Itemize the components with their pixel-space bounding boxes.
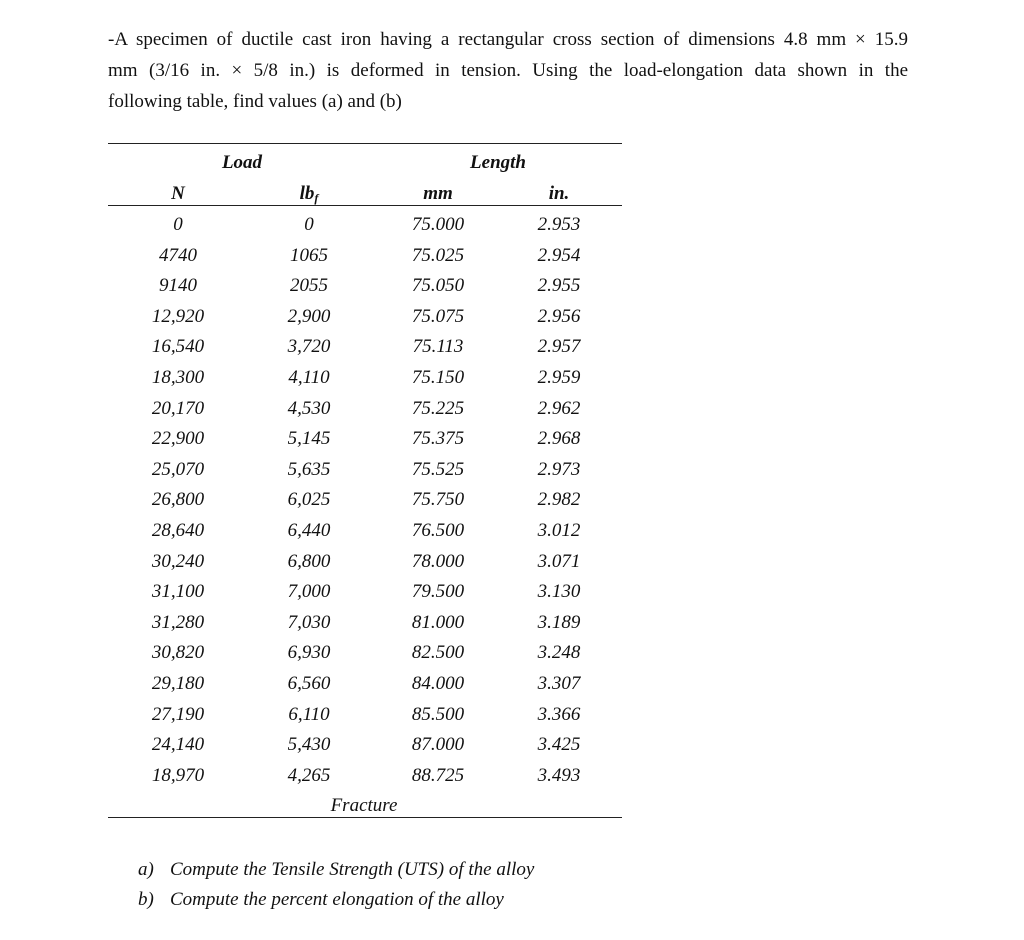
load-pounds-force-cell: 2,900 [287,305,331,327]
question-text: Compute the percent elongation of the alloy [170,889,504,910]
length-inches-cell: 2.959 [537,367,581,388]
table-top-rule [108,143,622,144]
load-pounds-force-cell: 0 [304,214,314,235]
length-mm-cell: 88.725 [411,764,465,786]
load-pounds-force-cell: 1065 [290,244,328,266]
problem-line-2: mm (3/16 in. × 5/8 in.) is deformed in tension. Using the load-elongation data shown in the [108,60,908,81]
length-inches-cell: 3.493 [537,764,581,786]
length-inches-cell: 3.248 [537,642,581,664]
length-inches-cell: 2.968 [537,428,581,450]
load-newtons-cell: 16,540 [151,336,205,358]
load-newtons-cell: 0 [173,214,183,235]
load-pounds-force-cell: 3,720 [287,336,331,358]
length-inches-cell: 2.962 [537,397,581,419]
length-inches-cell: 2.953 [537,214,581,235]
problem-line-3: following table, find values (a) and (b) [108,91,402,112]
load-newtons-cell: 20,170 [151,397,205,419]
load-pounds-force-cell: 6,560 [287,673,331,694]
load-pounds-force-cell: 5,145 [287,428,331,450]
length-mm-cell: 82.500 [411,642,465,664]
length-mm-cell: 85.500 [411,703,465,725]
load-newtons-cell: 12,920 [151,305,205,327]
problem-line-1: -A specimen of ductile cast iron having a rectangular cross section of dimensions 4.8 mm × 15.9 [108,29,908,50]
length-mm-cell: 78.000 [411,550,465,572]
fracture-label: Fracture [330,795,398,816]
length-mm-cell: 75.750 [411,489,465,511]
length-inches-cell: 3.307 [537,673,581,694]
load-pounds-force-cell: 6,025 [287,489,331,511]
load-newtons-cell: 30,240 [151,550,205,572]
length-mm-cell: 75.225 [411,397,465,419]
length-inches-cell: 3.130 [537,581,581,603]
load-newtons-cell: 18,300 [151,367,205,388]
length-inches-cell: 2.956 [537,305,581,327]
length-inches-cell: 3.366 [537,703,581,725]
length-inches-cell: 2.955 [537,275,581,297]
load-pounds-force-cell: 5,430 [287,734,331,756]
length-mm-cell: 75.525 [411,458,465,480]
load-newtons-cell: 28,640 [151,520,205,541]
length-mm-cell: 75.050 [411,275,465,297]
load-pounds-force-cell: 7,000 [287,581,331,603]
problem-statement [108,24,908,117]
load-newtons-cell: 29,180 [151,673,205,694]
load-pounds-force-cell: 4,110 [288,367,330,388]
length-inches-cell: 2.954 [537,244,581,266]
load-newtons-cell: 9140 [159,275,197,297]
question-list [138,855,534,915]
load-newtons-cell: 31,100 [151,581,205,603]
length-mm-cell: 81.000 [411,611,465,633]
load-newtons-cell: 31,280 [151,611,205,633]
length-inches-cell: 3.425 [537,734,581,756]
load-pounds-force-cell: 2055 [290,275,328,297]
length-mm-cell: 87.000 [411,734,465,756]
length-inches-cell: 3.012 [537,520,581,541]
load-newtons-cell: 4740 [159,244,197,266]
load-newtons-cell: 30,820 [151,642,205,664]
load-pounds-force-cell: 6,930 [287,642,331,664]
length-inches-cell: 3.189 [537,611,581,633]
question-a [138,855,534,885]
load-pounds-force-cell: 4,265 [287,764,331,786]
length-mm-cell: 75.113 [412,336,464,358]
load-pounds-force-cell: 4,530 [287,397,331,419]
length-mm-cell: 76.500 [411,520,465,541]
length-inches-cell: 2.982 [537,489,581,511]
question-text: Compute the Tensile Strength (UTS) of the alloy [170,859,535,880]
load-newtons-cell: 24,140 [151,734,205,756]
group-header-length: Length [470,152,526,173]
length-mm-cell: 84.000 [411,673,465,694]
length-mm-cell: 75.075 [411,305,465,327]
load-pounds-force-cell: 6,800 [287,550,331,572]
question-letter: a) [138,859,154,880]
column-header-newtons: N [171,183,185,204]
question-b [138,885,534,915]
load-newtons-cell: 26,800 [151,489,205,511]
question-letter: b) [138,889,154,910]
load-newtons-cell: 27,190 [151,703,205,725]
load-newtons-cell: 18,970 [151,764,205,786]
load-pounds-force-cell: 7,030 [287,611,331,633]
load-pounds-force-cell: 5,635 [287,458,331,480]
length-inches-cell: 2.957 [537,336,581,358]
group-header-load: Load [221,152,263,173]
length-mm-cell: 79.500 [411,581,465,603]
length-mm-cell: 75.025 [411,244,465,266]
load-pounds-force-cell: 6,110 [288,703,330,725]
load-pounds-force-cell: 6,440 [287,520,331,541]
length-mm-cell: 75.150 [411,367,465,388]
length-inches-cell: 3.071 [537,550,581,572]
length-mm-cell: 75.000 [411,214,465,235]
length-inches-cell: 2.973 [537,458,581,480]
table-header-rule [108,205,622,206]
load-newtons-cell: 22,900 [151,428,205,450]
table-bottom-rule [108,817,622,818]
column-header-millimeters: mm [423,183,453,204]
column-header-inches: in. [548,183,570,204]
load-newtons-cell: 25,070 [151,458,205,480]
length-mm-cell: 75.375 [411,428,465,450]
column-header-pounds-force: $lb_f$ [299,183,319,205]
